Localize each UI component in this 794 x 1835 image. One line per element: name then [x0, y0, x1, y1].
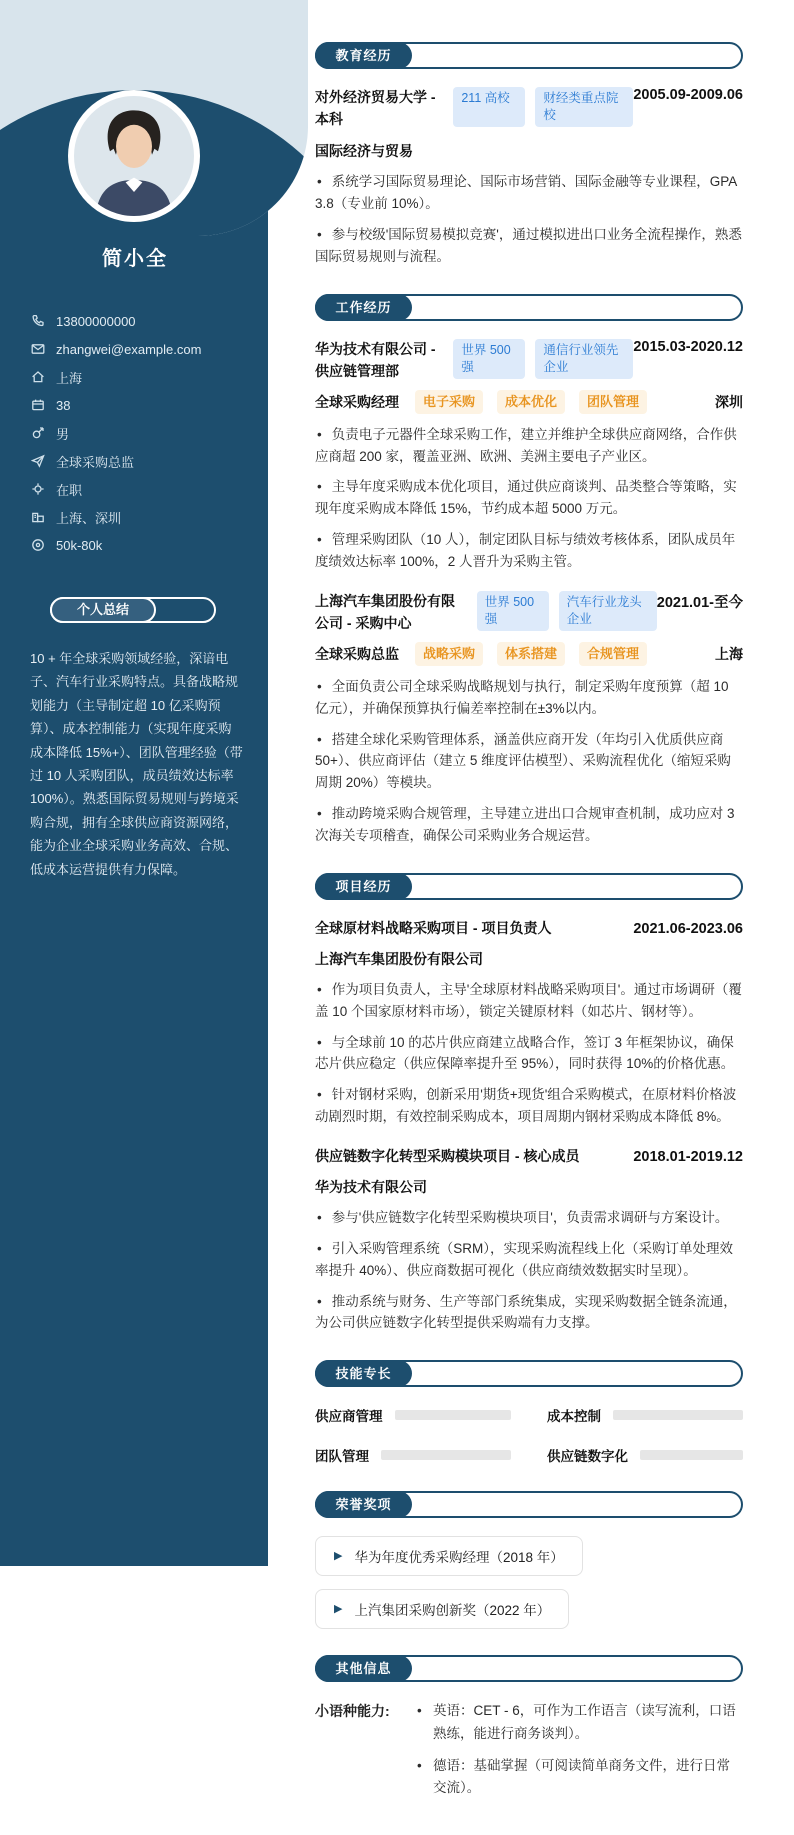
bullet-item: • 推动跨境采购合规管理，主导建立进出口合规审查机制，成功应对 3 次海关专项稽查，确保公司采购业务合规运营。	[315, 806, 735, 843]
contact-age-text: 38	[56, 397, 71, 413]
bullet-dot: •	[317, 678, 322, 694]
section-education	[315, 42, 743, 268]
role-tag: 合规管理	[579, 642, 647, 666]
awards-header	[315, 1491, 743, 1518]
bullet-item: • 主导年度采购成本优化项目，通过供应商谈判、品类整合等策略，实现年度采购成本降低 15%，节约成本超 5000 万元。	[315, 479, 737, 517]
bullet-dot: •	[317, 479, 322, 495]
company-tags	[477, 591, 657, 631]
work-entry	[315, 339, 743, 573]
skill-item	[547, 1445, 743, 1465]
contact-salary-text: 50k-80k	[56, 537, 103, 553]
company-name: 华为技术有限公司 - 供应链管理部	[315, 340, 436, 379]
bullet-item: • 与全球前 10 的芯片供应商建立战略合作，签订 3 年框架协议，确保芯片供应稳定（供应保障率提升至 95%），同时获得 10%的价格优惠。	[315, 1034, 735, 1072]
status-icon	[30, 482, 45, 497]
education-date: 2005.09-2009.06	[633, 87, 743, 103]
contact-phone-text: 13800000000	[56, 313, 136, 329]
work-date: 2015.03-2020.12	[633, 338, 743, 355]
education-bullets	[315, 171, 743, 267]
role-tags	[415, 390, 647, 414]
school-tags	[453, 87, 633, 127]
award-text: 华为年度优秀采购经理（2018 年）	[354, 1550, 564, 1566]
role-tags	[415, 642, 647, 666]
work-entry	[315, 591, 743, 847]
bullet-dot: •	[317, 227, 322, 243]
email-icon	[30, 342, 45, 357]
bullet-item: • 参与校级'国际贸易模拟竞赛'，通过模拟进出口业务全流程操作，熟悉国际贸易规则与流程。	[315, 227, 742, 264]
gender-icon	[30, 426, 45, 441]
section-skills	[315, 1360, 743, 1465]
role-tag: 战略采购	[415, 642, 483, 666]
summary-header	[50, 597, 216, 623]
contact-status-text: 在职	[56, 482, 83, 498]
bullet-dot: •	[317, 731, 322, 747]
bullet-item: • 管理采购团队（10 人），制定团队目标与绩效考核体系，团队成员年度绩效达标率 100%，2 人晋升为采购主管。	[315, 532, 736, 570]
city-icon	[30, 510, 45, 525]
bullet-item: • 参与'供应链数字化转型采购模块项目'，负责需求调研与方案设计。	[317, 1209, 729, 1225]
award-text: 上汽集团采购创新奖（2022 年）	[354, 1603, 551, 1619]
school-tag: 211 高校	[453, 87, 525, 127]
language-skills	[315, 1700, 743, 1809]
work-bullets	[315, 424, 743, 573]
section-projects	[315, 873, 743, 1334]
bullet-dot: •	[317, 981, 322, 997]
section-work	[315, 294, 743, 847]
company-tag: 汽车行业龙头企业	[559, 591, 657, 631]
profile-photo	[68, 90, 200, 222]
skill-item	[547, 1405, 743, 1425]
project-entry	[315, 1146, 743, 1334]
award-item[interactable]	[315, 1536, 583, 1576]
work-location: 深圳	[715, 393, 743, 410]
contact-job-text: 全球采购总监	[56, 454, 135, 470]
major-name: 国际经济与贸易	[315, 143, 413, 160]
contact-cities	[30, 503, 244, 531]
contact-email	[30, 335, 244, 363]
work-header	[315, 294, 743, 321]
contact-location	[30, 363, 244, 391]
contact-age	[30, 391, 244, 419]
education-header	[315, 42, 743, 69]
contact-list	[30, 307, 244, 559]
bullet-dot: •	[417, 1703, 422, 1719]
triangle-icon: ▶	[334, 1549, 343, 1562]
bullet-item: • 推动系统与财务、生产等部门系统集成，实现采购数据全链条流通，为公司供应链数字化转型提供采购端有力支撑。	[315, 1293, 737, 1331]
project-date: 2021.06-2023.06	[633, 920, 743, 937]
company-tag: 世界 500 强	[453, 339, 525, 379]
job-icon	[30, 454, 45, 469]
skill-label: 成本控制	[547, 1409, 601, 1425]
work-bullets	[315, 676, 743, 847]
skills-header	[315, 1360, 743, 1387]
bullet-item: • 全面负责公司全球采购战略规划与执行，制定采购年度预算（超 10 亿元），并确保预算执行偏差率控制在±3%以内。	[315, 678, 729, 716]
bullet-item: • 作为项目负责人，主导'全球原材料战略采购项目'。通过市场调研（覆盖 10 个国家原材料市场），锁定关键原材料（如芯片、钢材等）。	[315, 981, 742, 1019]
bullet-item: • 负责电子元器件全球采购工作，建立并维护全球供应商网络，合作供应商超 200 家，覆盖亚洲、欧洲、美洲主要电子产业区。	[315, 426, 737, 464]
skill-bar	[640, 1450, 743, 1460]
role-tag: 电子采购	[415, 390, 483, 414]
language-list	[415, 1700, 743, 1809]
skills-title: 技能专长	[315, 1360, 412, 1387]
skill-bar	[613, 1410, 743, 1420]
skill-item	[315, 1445, 511, 1465]
bullet-item: • 针对钢材采购，创新采用'期货+现货'组合采购模式，在原材料价格波动剧烈时期，有效控制采购成本，项目周期内钢材采购成本降低 8%。	[315, 1087, 737, 1125]
projects-title: 项目经历	[315, 873, 412, 900]
bullet-dot: •	[317, 1240, 322, 1256]
language-skills-label: 小语种能力:	[315, 1703, 390, 1720]
summary-title: 个人总结	[50, 597, 156, 623]
language-item: • 德语：基础掌握（可阅读简单商务文件，进行日常交流）。	[415, 1755, 743, 1800]
projects-header	[315, 873, 743, 900]
role-tag: 团队管理	[579, 390, 647, 414]
language-item: • 英语：CET - 6，可作为工作语言（读写流利，口语熟练，能进行商务谈判）。	[415, 1700, 743, 1745]
candidate-name: 简小全	[102, 248, 168, 270]
contact-phone	[30, 307, 244, 335]
awards-title: 荣誉奖项	[315, 1491, 412, 1518]
company-tag: 世界 500 强	[477, 591, 549, 631]
phone-icon	[30, 314, 45, 329]
contact-status	[30, 475, 244, 503]
role-tag: 成本优化	[497, 390, 565, 414]
bullet-dot: •	[417, 1757, 422, 1773]
role-tag: 体系搭建	[497, 642, 565, 666]
work-title: 工作经历	[315, 294, 412, 321]
work-location: 上海	[715, 646, 743, 663]
project-bullets	[315, 979, 743, 1128]
avatar-image	[74, 96, 194, 216]
bullet-item: • 系统学习国际贸易理论、国际市场营销、国际金融等专业课程，GPA 3.8（专业前 10%）。	[315, 174, 737, 212]
bullet-dot: •	[317, 174, 322, 190]
bullet-dot: •	[317, 806, 322, 822]
other-header	[315, 1655, 743, 1682]
skill-label: 团队管理	[315, 1449, 369, 1465]
project-company: 上海汽车集团股份有限公司	[315, 950, 483, 967]
triangle-icon: ▶	[334, 1602, 343, 1615]
section-other	[315, 1655, 743, 1809]
project-bullets	[315, 1207, 743, 1334]
skill-bar	[395, 1410, 512, 1420]
home-icon	[30, 370, 45, 385]
bullet-dot: •	[317, 532, 322, 548]
bullet-dot: •	[317, 1209, 322, 1225]
job-role: 全球采购总监	[315, 646, 399, 663]
work-date: 2021.01-至今	[656, 594, 743, 611]
contact-gender-text: 男	[56, 426, 70, 442]
project-entry	[315, 918, 743, 1128]
school-name: 对外经济贸易大学 - 本科	[315, 89, 436, 127]
project-name: 供应链数字化转型采购模块项目 - 核心成员	[315, 1147, 580, 1164]
bullet-item: • 搭建全球化采购管理体系，涵盖供应商开发（年均引入优质供应商 50+）、供应商评估（建立 5 维度评估模型）、采购流程优化（缩短采购周期 20%）等模块。	[315, 731, 731, 791]
contact-location-text: 上海	[56, 370, 83, 386]
resume-main	[315, 0, 743, 1835]
skill-item	[315, 1405, 511, 1425]
bullet-dot: •	[317, 426, 322, 442]
project-company: 华为技术有限公司	[315, 1178, 427, 1195]
company-tag: 通信行业领先企业	[535, 339, 633, 379]
education-entry	[315, 87, 743, 268]
bullet-item: • 引入采购管理系统（SRM），实现采购流程线上化（采购订单处理效率提升 40%）、供应商数据可视化（供应商绩效数据实时呈现）。	[315, 1240, 733, 1278]
contact-job	[30, 447, 244, 475]
skill-label: 供应商管理	[315, 1409, 383, 1425]
project-name: 全球原材料战略采购项目 - 项目负责人	[315, 919, 552, 936]
school-tag: 财经类重点院校	[535, 87, 633, 127]
age-icon	[30, 398, 45, 413]
skill-label: 供应链数字化	[547, 1449, 628, 1465]
bullet-dot: •	[317, 1087, 322, 1103]
company-name: 上海汽车集团股份有限公司 - 采购中心	[315, 592, 455, 631]
contact-gender	[30, 419, 244, 447]
salary-icon	[30, 538, 45, 553]
skills-grid	[315, 1405, 743, 1465]
bullet-dot: •	[317, 1034, 322, 1050]
project-date: 2018.01-2019.12	[633, 1148, 743, 1165]
bullet-dot: •	[317, 1293, 322, 1309]
skill-bar	[381, 1450, 511, 1460]
contact-cities-text: 上海、深圳	[56, 510, 122, 526]
other-title: 其他信息	[315, 1655, 412, 1682]
contact-email-text: zhangwei@example.com	[56, 341, 202, 357]
education-title: 教育经历	[315, 42, 412, 69]
summary-text: 10 + 年全球采购领域经验，深谙电子、汽车行业采购特点。具备战略规划能力（主导制定超 10 亿采购预算）、成本控制能力（实现年度采购成本降低 15%+）、团队管理经验（带过 10 人采购团队，成员绩效达标率 100%）。熟悉国际贸易规则与跨境采购合规，拥有全球供应商资源网络，能为企业全球采购业务高效、合规、低成本运营提供有力保障。	[30, 651, 243, 877]
contact-salary	[30, 531, 244, 559]
section-awards	[315, 1491, 743, 1629]
company-tags	[453, 339, 633, 379]
job-role: 全球采购经理	[315, 393, 399, 410]
award-item[interactable]	[315, 1589, 569, 1629]
